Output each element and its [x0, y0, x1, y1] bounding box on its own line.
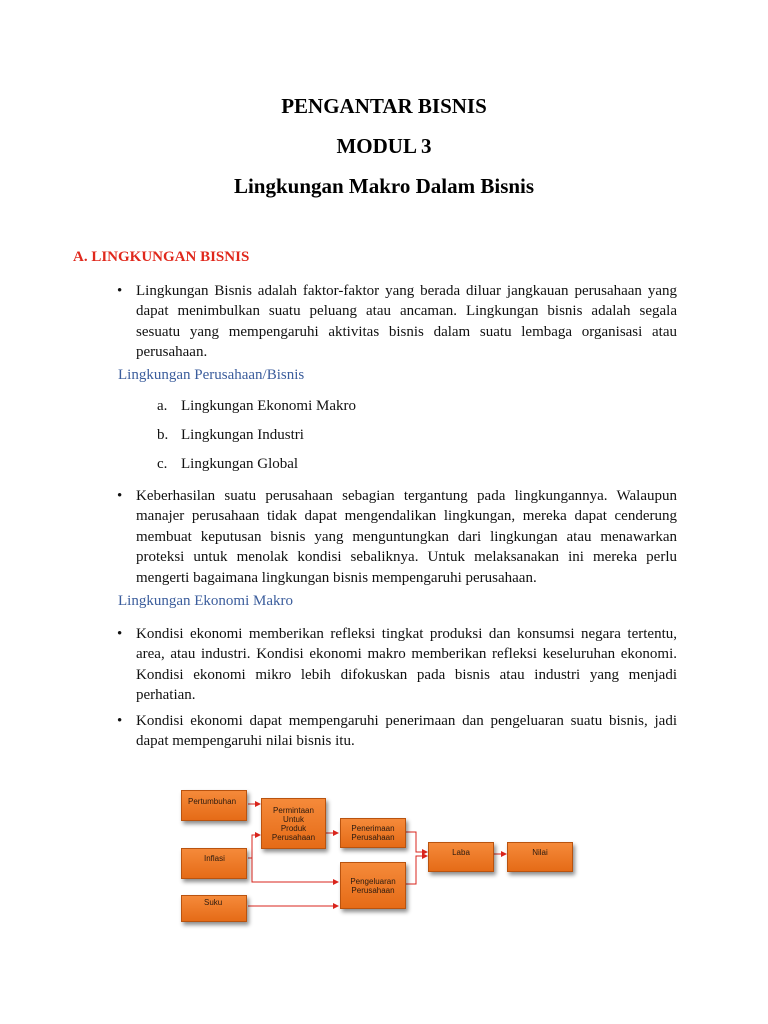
box-label-line: Penerimaan [351, 824, 395, 833]
bullet-paragraph-1: • Lingkungan Bisnis adalah faktor-faktor yang berada diluar jangkauan perusahaan yang dapat menimbulkan suatu peluang atau ancaman. Lingkungan bisnis adalah segala sesuatu yang mempengaruhi aktivitas bisnis dalam suatu lembaga organisasi atau perusahaan. [136, 281, 677, 363]
box-penerimaan [340, 818, 406, 848]
list-item-text: Lingkungan Global [181, 456, 299, 472]
box-label-line: Untuk [283, 814, 304, 824]
bullet-paragraph-2: • Keberhasilan suatu perusahaan sebagian tergantung pada lingkungannya. Walaupun manajer perusahaan tidak dapat mengendalikan lingkungan, mereka dapat cenderung membuat keputusan bisnis yang menguntungkan dari lingkungan atau menawarkan proteksi untuk menolak kondisi sebaliknya. Untuk melaksanakan ini mereka perlu mengerti bagaimana lingkungan bisnis mempengaruhi perusahaan. [136, 486, 677, 588]
module-title: Lingkungan Makro Dalam Bisnis [233, 174, 535, 198]
list-marker: b. [157, 427, 169, 443]
box-label: Suku [204, 898, 223, 907]
box-pertumbuhan [181, 790, 247, 821]
box-label-line: Permintaan [273, 805, 314, 815]
doc-title: PENGANTAR BISNIS [281, 94, 487, 118]
arrow-pengeluaran-laba [406, 856, 427, 884]
bullet-paragraph-4: • Kondisi ekonomi dapat mempengaruhi penerimaan dan pengeluaran suatu bisnis, jadi dapat mempengaruhi nilai bisnis itu. [136, 711, 677, 752]
subheading-lingkungan-perusahaan: Lingkungan Perusahaan/Bisnis [118, 367, 305, 383]
box-inflasi [181, 848, 247, 879]
box-label-line: Perusahaan [351, 885, 395, 895]
arrow-inflasi-pengeluaran [252, 858, 338, 882]
box-nilai [507, 842, 573, 872]
flow-diagram [170, 778, 590, 938]
box-suku [181, 895, 247, 922]
box-label: Pertumbuhan [188, 797, 237, 806]
box-permintaan [261, 798, 326, 849]
subheading-ekonomi-makro: Lingkungan Ekonomi Makro [118, 593, 293, 609]
box-label-line: Perusahaan [271, 832, 316, 842]
box-pengeluaran [340, 862, 406, 909]
box-label-line: Perusahaan [351, 833, 395, 842]
arrow-inflasi-permintaan [248, 835, 260, 858]
list-item [157, 427, 304, 444]
list-marker: a. [157, 398, 168, 414]
list-marker: c. [157, 456, 168, 472]
list-item-text: Lingkungan Industri [181, 427, 304, 443]
box-label: Nilai [532, 848, 548, 857]
box-label: Laba [452, 848, 470, 857]
box-laba [428, 842, 494, 872]
arrow-penerimaan-laba [406, 832, 427, 852]
module-number: MODUL 3 [336, 134, 432, 158]
box-label: Inflasi [204, 854, 225, 863]
section-heading-a: A. LINGKUNGAN BISNIS [73, 249, 250, 265]
list-item [157, 456, 298, 473]
list-item [157, 398, 356, 415]
list-item-text: Lingkungan Ekonomi Makro [181, 398, 356, 414]
bullet-paragraph-3: • Kondisi ekonomi memberikan refleksi tingkat produksi dan konsumsi negara tertentu, area, atau industri. Kondisi ekonomi makro memberikan refleksi keseluruhan ekonomi. Kondisi ekonomi mikro lebih difokuskan pada bisnis atau industri yang menjadi perhatian. [136, 624, 677, 706]
box-label-line: Pengeluaran [350, 876, 396, 886]
box-label-line: Produk [280, 823, 307, 833]
